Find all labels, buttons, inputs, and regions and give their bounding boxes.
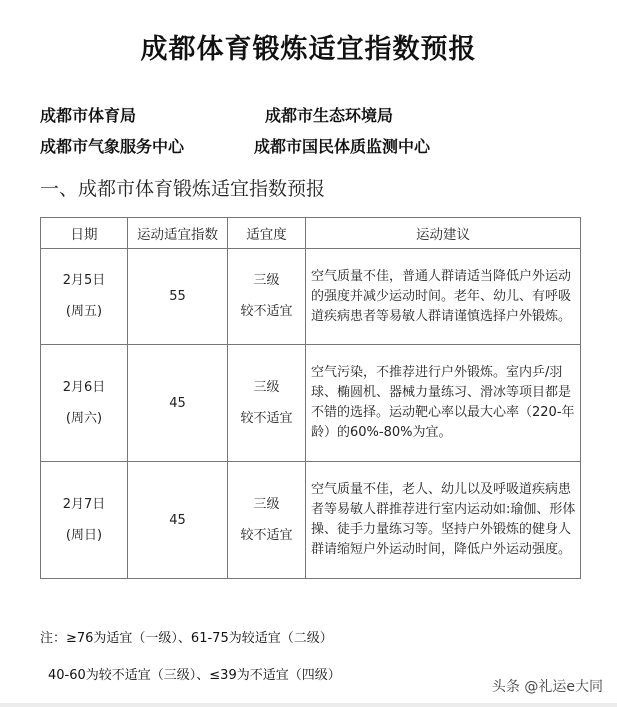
date-cell [41, 345, 128, 462]
suitability-cell [228, 345, 306, 462]
table-row [41, 345, 581, 462]
section-heading: 一、成都市体育锻炼适宜指数预报 [40, 178, 326, 200]
weekday: (周六) [65, 410, 103, 426]
table-row [41, 462, 581, 579]
date: 2月6日 [62, 379, 106, 395]
header-advice: 运动建议 [306, 218, 581, 249]
index-value: 45 [128, 345, 228, 462]
advice-text: 空气质量不佳，普通人群请适当降低户外运动的强度并减少运动时间。老年、幼儿、有呼吸道疾病患者等易敏人群请谨慎选择户外锻炼。 [306, 249, 581, 345]
org-ecology-bureau: 成都市生态环境局 [265, 106, 394, 125]
weekday: (周日) [65, 527, 103, 543]
note-line-2: 40-60为较不适宜（三级）、≤39为不适宜（四级） [48, 668, 341, 683]
index-value: 45 [128, 462, 228, 579]
org-fitness-monitoring-center: 成都市国民体质监测中心 [254, 137, 431, 156]
level: 三级 [253, 379, 280, 395]
weekday: (周五) [65, 304, 103, 319]
org-meteorology-center: 成都市气象服务中心 [40, 137, 185, 156]
date-cell [41, 462, 128, 579]
document-title: 成都体育锻炼适宜指数预报 [140, 34, 477, 65]
suitability: 较不适宜 [240, 304, 293, 319]
header-index: 运动适宜指数 [128, 218, 228, 249]
date: 2月5日 [62, 273, 106, 288]
suitability: 较不适宜 [240, 527, 293, 543]
table-header-row [41, 218, 581, 249]
note-line-1: 注：≥76为适宜（一级）、61-75为较适宜（二级） [40, 631, 333, 646]
table-row [41, 249, 581, 345]
header-date: 日期 [41, 218, 128, 249]
header-suitability: 适宜度 [228, 218, 306, 249]
level: 三级 [253, 273, 280, 288]
watermark: 头条 @礼运e大同 [491, 679, 603, 695]
level: 三级 [253, 496, 280, 512]
date: 2月7日 [62, 496, 106, 512]
footer-strip [0, 703, 617, 707]
date-cell [41, 249, 128, 345]
org-sports-bureau: 成都市体育局 [40, 106, 137, 125]
suitability: 较不适宜 [240, 410, 293, 426]
advice-text: 空气污染，不推荐进行户外锻炼。室内乒/羽球、椭圆机、器械力量练习、滑冰等项目都是不错的选择。运动靶心率以最大心率（220-年龄）的60%-80%为宜。 [306, 345, 581, 462]
suitability-cell [228, 462, 306, 579]
index-value: 55 [128, 249, 228, 345]
advice-text: 空气质量不佳，老人、幼儿以及呼吸道疾病患者等易敏人群推荐进行室内运动如:瑜伽、形体操、徒手力量练习等。坚持户外锻炼的健身人群请缩短户外运动时间，降低户外运动强度。 [306, 462, 581, 579]
suitability-cell [228, 249, 306, 345]
forecast-table [40, 217, 581, 579]
